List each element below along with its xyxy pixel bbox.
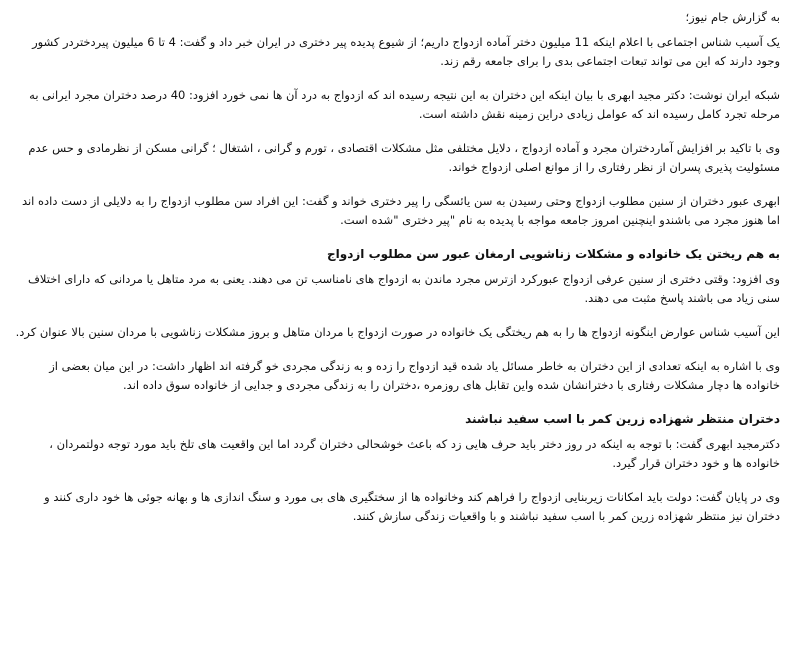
paragraph-5: وی افزود: وقتی دختری از سنین عرفی ازدواج عبورکرد ازترس مجرد ماندن به ازدواج های نامناسب تن می دهند. یعنی به مرد متاهل یا مردانی که دارای اختلاف سنی زیاد می باشند پاسخ مثبت می دهند. (28, 272, 780, 305)
paragraph-7: وی با اشاره به اینکه تعدادی از این دختران به خاطر مسائل یاد شده قید ازدواج را زده و به زندگی مجردی خو گرفته اند اظهار داشت: در این میان بعضی از خانواده ها دچار مشکلات رفتاری با دخترانشان شده واین تقابل های روزمره ،دختران را به زندگی مجردی و جدایی از خانواده سوق داده اند. (49, 359, 780, 392)
section-heading-1: به هم ریختن یک خانواده و مشکلات زناشویی ارمغان عبور سن مطلوب ازدواج (327, 247, 780, 261)
paragraph-9: وی در پایان گفت: دولت باید امکانات زیربنایی ازدواج را فراهم کند وخانواده ها از سختگیری های بی مورد و سنگ اندازی ها و بهانه جوئی ها خود داری کنند و دختران نیز منتظر شهزاده زرین کمر با اسب سفید نباشند و با واقعیات زندگی سازش کنند. (44, 490, 780, 523)
paragraph-1: یک آسیب شناس اجتماعی با اعلام اینکه 11 میلیون دختر آماده ازدواج داریم؛ از شیوع پدیده پیر دختری در ایران خبر داد و گفت: 4 تا 6 میلیون پیردختردر کشور وجود دارند که این می تواند تبعات اجتماعی بدی را برای جامعه رقم زند. (32, 35, 780, 68)
paragraph-3: وی با تاکید بر افزایش آماردختران مجرد و آماده ازدواج ، دلایل مختلفی مثل مشکلات اقتصادی ، تورم و گرانی ، اشتغال ؛ گرانی مسکن از نظرمادی و حس عدم مسئولیت پذیری پسران از نظر رفتاری را از موانع اصلی ازدواج خواند. (28, 141, 780, 174)
paragraph-8: دکترمجید ابهری گفت: با توجه به اینکه در روز دختر باید حرف هایی زد که باعث خوشحالی دختران گردد اما این واقعیت های تلخ باید مورد توجه دولتمردان ، خانواده ها و خود دختران قرار گیرد. (49, 437, 780, 470)
paragraph-6: این آسیب شناس عوارض اینگونه ازدواج ها را به هم ریختگی یک خانواده در صورت ازدواج با مردان متاهل و بروز مشکلات زناشویی با مردان سنین بالا عنوان کرد. (15, 325, 780, 339)
section-heading-2: دختران منتظر شهزاده زرین کمر با اسب سفید نباشند (465, 412, 780, 426)
source-line: به گزارش جام نیوز؛ (685, 10, 780, 24)
paragraph-2: شبکه ایران نوشت: دکتر مجید ابهری با بیان اینکه این دختران به این نتیجه رسیده اند که ازدواج به درد آن ها نمی خورد افزود: 40 درصد دختران مجرد ایرانی به مرحله تجرد کامل رسیده اند که عوامل زیادی دراین زمینه نقش داشته است. (29, 88, 780, 121)
paragraph-4: ابهری عبور دختران از سنین مطلوب ازدواج وحتی رسیدن به سن یائسگی را پیر دختری خواند و گفت: این افراد سن مطلوب ازدواج را به دلایلی از دست داده اند اما هنوز مجرد می باشندو اینچنین امروز جامعه مواجه با پدیده به نام "پیر دختری "شده است. (21, 194, 780, 227)
